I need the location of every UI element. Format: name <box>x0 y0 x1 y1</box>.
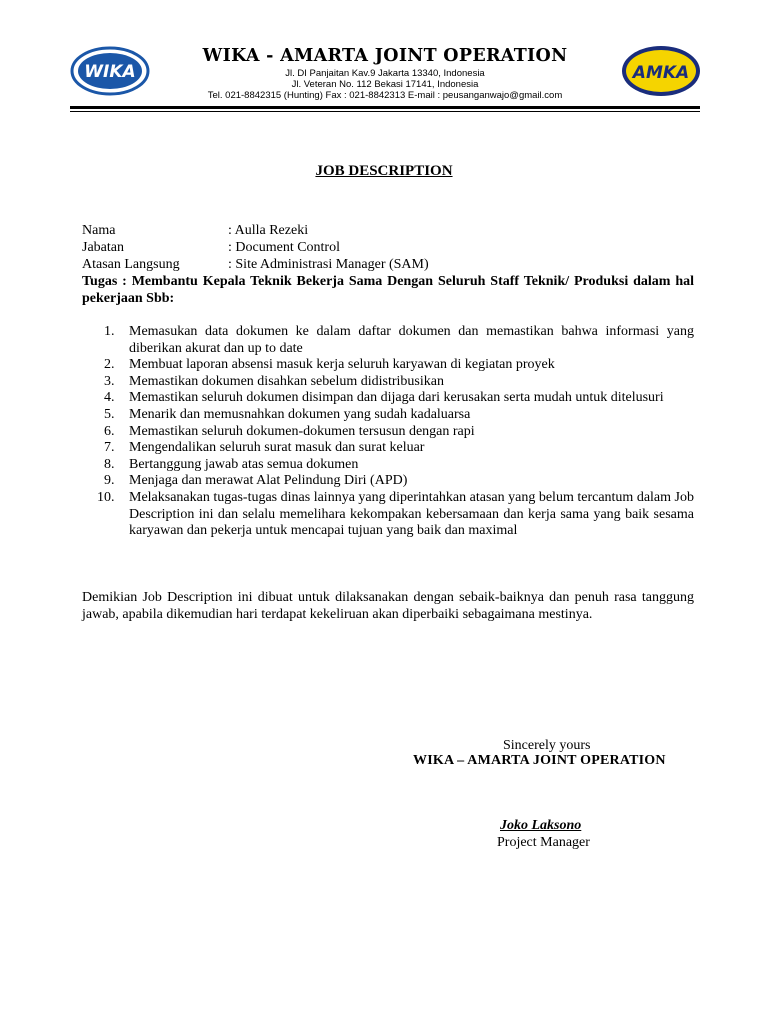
item-text: Mengendalikan seluruh surat masuk dan surat keluar <box>129 440 425 456</box>
item-text: Membuat laporan absensi masuk kerja seluruh karyawan di kegiatan proyek <box>129 357 555 373</box>
field-value: : Site Administrasi Manager (SAM) <box>228 257 429 272</box>
field-value: : Document Control <box>228 240 340 255</box>
signer-role: Project Manager <box>497 835 590 850</box>
list-item <box>82 407 694 424</box>
contact-line: Tel. 021-8842315 (Hunting) Fax : 021-8842313 E-mail : peusanganwajo@gmail.com <box>207 90 563 101</box>
field-label: Nama <box>82 223 116 238</box>
svg-text:WIKA: WIKA <box>84 62 136 82</box>
item-number: 8. <box>104 456 115 472</box>
closing-paragraph: Demikian Job Description ini dibuat untuk dilaksanakan dengan sebaik-baiknya dan penuh rasa tanggung jawab, apabila dikemudian hari terdapat kekeliruan akan diperbaiki sebagaimana mestinya. <box>82 590 694 622</box>
item-number: 1. <box>104 324 115 339</box>
item-text: Memastikan dokumen disahkan sebelum didistribusikan <box>129 373 444 389</box>
item-number: 3. <box>104 373 115 389</box>
field-value: : Aulla Rezeki <box>228 223 309 238</box>
item-number: 4. <box>104 390 115 406</box>
item-number: 10. <box>97 489 115 505</box>
letterhead-rule-thick <box>70 106 700 109</box>
salutation: Sincerely yours <box>503 738 591 753</box>
list-item <box>82 457 694 474</box>
list-item <box>82 390 694 407</box>
item-text: Memasukan data dokumen ke dalam daftar dokumen dan memastikan bahwa informasi yang diberikan akurat dan up to date <box>129 324 694 356</box>
list-item <box>82 324 694 357</box>
svg-text:AMKA: AMKA <box>632 63 690 83</box>
item-text: Bertanggung jawab atas semua dokumen <box>129 456 359 472</box>
list-item <box>82 357 694 374</box>
list-item <box>82 490 694 540</box>
company-name: WIKA - AMARTA JOINT OPERATION <box>202 46 568 66</box>
list-item <box>82 440 694 457</box>
address-line-1: Jl. DI Panjaitan Kav.9 Jakarta 13340, Indonesia <box>285 68 485 79</box>
item-number: 2. <box>104 357 115 373</box>
address-line-2: Jl. Veteran No. 112 Bekasi 17141, Indonesia <box>291 79 479 90</box>
field-label: Jabatan <box>82 240 124 255</box>
wika-logo <box>70 46 150 96</box>
task-list <box>82 324 694 540</box>
tugas-heading: Tugas : Membantu Kepala Teknik Bekerja Sama Dengan Seluruh Staff Teknik/ Produksi dalam hal pekerjaan Sbb: <box>82 274 694 306</box>
letterhead-rule-thin <box>70 111 700 112</box>
document-title: JOB DESCRIPTION <box>315 163 453 179</box>
item-text: Melaksanakan tugas-tugas dinas lainnya yang diperintahkan atasan yang belum tercantum dalam Job Description ini dan selalu memelihara kekompakan kebersamaan dan kerja sama yang baik sesama karyawan dan pekerja untuk mencapai tujuan yang baik dan maximal <box>129 489 694 539</box>
item-text: Memastikan seluruh dokumen disimpan dan dijaga dari kerusakan serta mudah untuk ditelusuri <box>129 390 664 406</box>
signature-company: WIKA – AMARTA JOINT OPERATION <box>413 753 666 768</box>
item-number: 9. <box>104 473 115 489</box>
item-text: Menjaga dan merawat Alat Pelindung Diri (APD) <box>129 473 408 489</box>
list-item <box>82 473 694 490</box>
item-number: 6. <box>104 423 115 439</box>
item-number: 5. <box>104 406 115 422</box>
item-text: Memastikan seluruh dokumen-dokumen tersusun dengan rapi <box>129 423 475 439</box>
list-item <box>82 424 694 441</box>
signer-name: Joko Laksono <box>500 818 582 833</box>
item-text: Menarik dan memusnahkan dokumen yang sudah kadaluarsa <box>129 406 471 422</box>
amka-logo <box>620 44 702 98</box>
field-label: Atasan Langsung <box>82 257 180 272</box>
list-item <box>82 374 694 391</box>
item-number: 7. <box>104 440 115 456</box>
